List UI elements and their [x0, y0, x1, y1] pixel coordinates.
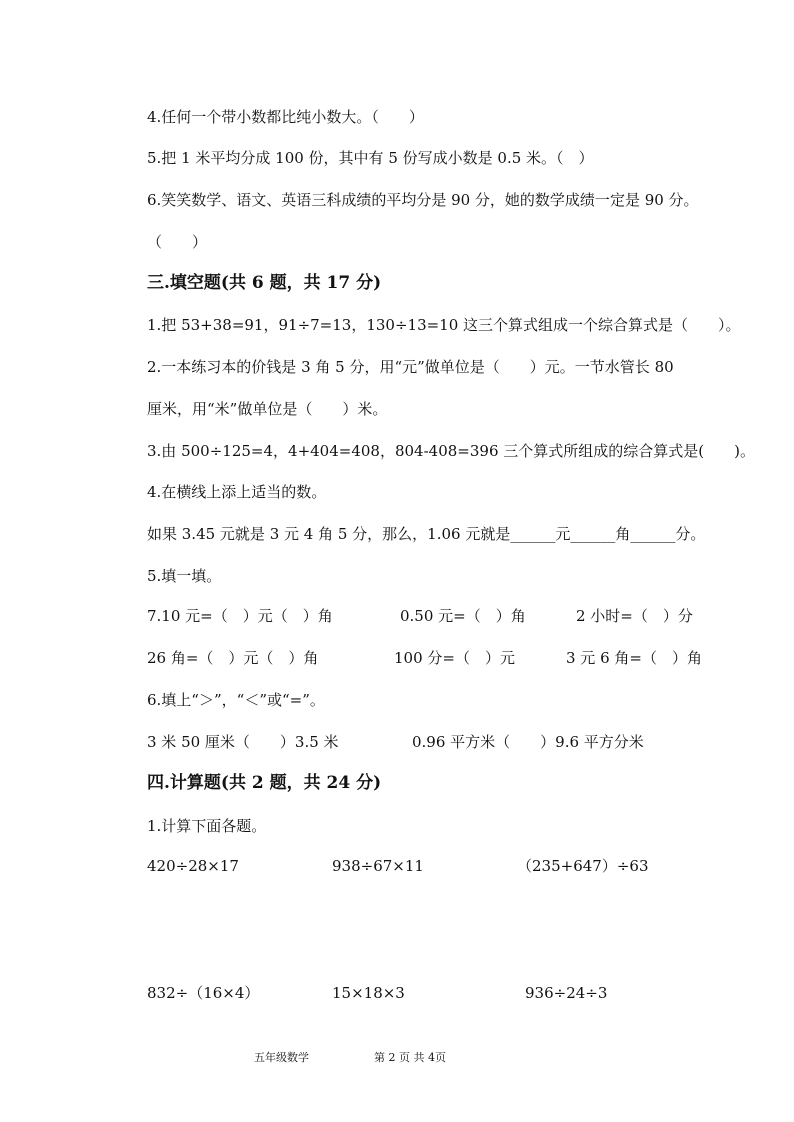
conversion-item: 100 分=（ ）元 [394, 649, 515, 667]
calc-question-1: 1.计算下面各题。 [147, 817, 267, 835]
conversion-item: 7.10 元=（ ）元（ ）角 [147, 607, 333, 625]
judge-question-4: 4.任何一个带小数都比纯小数大。（ ） [147, 108, 424, 126]
judge-question-5: 5.把 1 米平均分成 100 份，其中有 5 份写成小数是 0.5 米。（ ） [147, 149, 594, 167]
footer-page-number: 第 2 页 共 4页 [374, 1051, 446, 1064]
comparison-item: 3 米 50 厘米（ ）3.5 米 [147, 733, 339, 751]
calc-expression: 832÷（16×4） [147, 984, 260, 1002]
fill-question-1: 1.把 53+38=91，91÷7=13，130÷13=10 这三个算式组成一个综合算式是（ ）。 [147, 316, 741, 334]
calc-expression: 15×18×3 [332, 984, 405, 1002]
calc-expression: 420÷28×17 [147, 857, 239, 875]
conversion-item: 2 小时=（ ）分 [576, 607, 693, 625]
comparison-item: 0.96 平方米（ ）9.6 平方分米 [412, 733, 644, 751]
fill-question-3: 3.由 500÷125=4，4+404=408，804-408=396 三个算式所组成的综合算式是( )。 [147, 442, 755, 460]
fill-question-6: 6.填上“＞”，“＜”或“=”。 [147, 691, 325, 709]
fill-question-4-detail: 如果 3.45 元就是 3 元 4 角 5 分，那么，1.06 元就是______元______角______分。 [147, 525, 706, 543]
calc-expression: （235+647）÷63 [517, 857, 649, 875]
conversion-item: 0.50 元=（ ）角 [400, 607, 526, 625]
calc-expression: 936÷24÷3 [525, 984, 608, 1002]
footer-subject: 五年级数学 [254, 1051, 309, 1064]
fill-question-5: 5.填一填。 [147, 567, 222, 585]
section-3-title: 三.填空题(共 6 题，共 17 分) [147, 273, 382, 293]
section-4-title: 四.计算题(共 2 题，共 24 分) [147, 773, 382, 793]
conversion-item: 26 角=（ ）元（ ）角 [147, 649, 319, 667]
calc-expression: 938÷67×11 [332, 857, 424, 875]
conversion-item: 3 元 6 角=（ ）角 [566, 649, 702, 667]
fill-question-4: 4.在横线上添上适当的数。 [147, 483, 327, 501]
judge-question-6: 6.笑笑数学、语文、英语三科成绩的平均分是 90 分，她的数学成绩一定是 90 分。 [147, 191, 699, 209]
judge-question-6-bracket: （ ） [147, 233, 208, 251]
fill-question-2-line-1: 2.一本练习本的价钱是 3 角 5 分，用“元”做单位是（ ）元。一节水管长 80 [147, 358, 674, 376]
fill-question-2-line-2: 厘米，用“米”做单位是（ ）米。 [147, 400, 388, 418]
